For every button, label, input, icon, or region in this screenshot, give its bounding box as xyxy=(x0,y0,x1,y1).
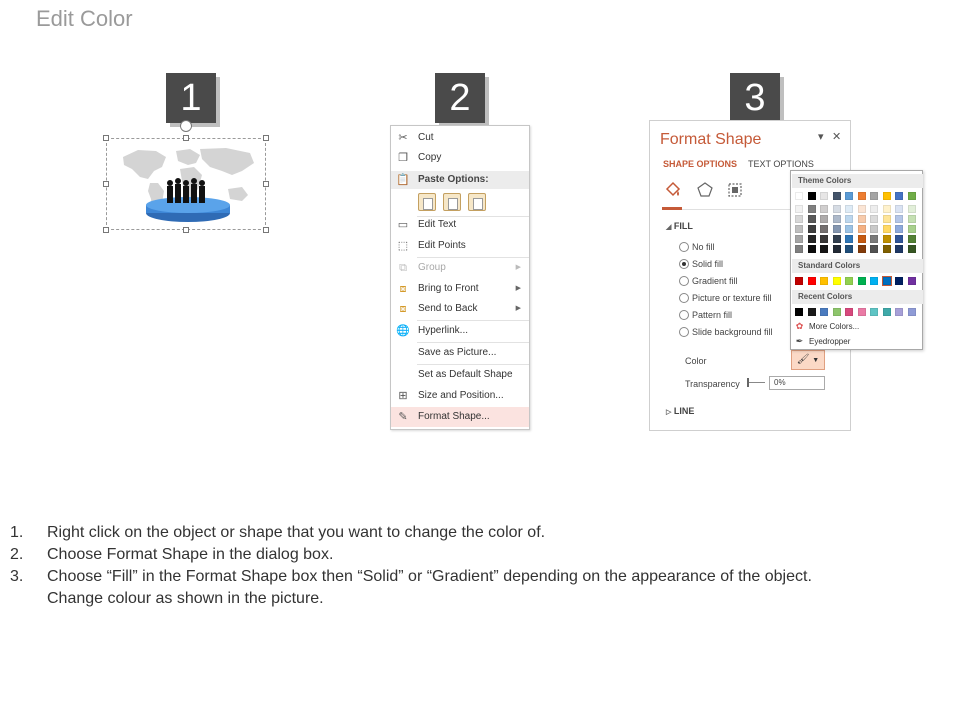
radio-pattern-fill[interactable]: Pattern fill xyxy=(679,309,789,321)
theme-shade-swatch[interactable] xyxy=(808,235,816,243)
collapse-arrow-icon: ◢ xyxy=(666,224,672,231)
instruction-item: 1. Right click on the object or shape that you want to change the color of. xyxy=(10,524,546,541)
resize-handle-sw[interactable] xyxy=(103,227,109,233)
theme-shade-swatch[interactable] xyxy=(883,245,891,253)
radio-gradient-fill[interactable]: Gradient fill xyxy=(679,275,789,287)
menu-item-edit-text[interactable]: ▭ Edit Text xyxy=(397,219,457,231)
menu-item-group: ⧉ Group ▶ xyxy=(391,258,529,278)
paste-use-destination-theme-icon[interactable] xyxy=(418,193,436,211)
theme-shade-swatch[interactable] xyxy=(820,245,828,253)
radio-picture-texture-fill[interactable]: Picture or texture fill xyxy=(679,292,789,304)
theme-shade-swatch[interactable] xyxy=(858,215,866,223)
recent-color-swatch[interactable] xyxy=(870,308,878,316)
tab-text-options[interactable]: TEXT OPTIONS xyxy=(748,159,814,169)
recent-colors-header: Recent Colors xyxy=(792,290,923,304)
theme-shade-swatch[interactable] xyxy=(795,225,803,233)
tab-shape-options[interactable]: SHAPE OPTIONS xyxy=(663,159,738,169)
theme-shade-swatch[interactable] xyxy=(908,215,916,223)
fill-color-button[interactable] xyxy=(791,350,825,370)
format-shape-icon: ✎ xyxy=(398,411,408,423)
scissors-icon: ✂ xyxy=(398,132,408,144)
recent-color-swatch[interactable] xyxy=(908,308,916,316)
theme-color-swatch[interactable] xyxy=(808,192,816,200)
theme-shade-swatch[interactable] xyxy=(845,235,853,243)
standard-color-swatch[interactable] xyxy=(795,277,803,285)
hyperlink-icon: 🌐 xyxy=(396,325,410,337)
theme-shade-swatch[interactable] xyxy=(833,235,841,243)
active-tab-indicator xyxy=(662,207,682,210)
clipboard-icon: 📋 xyxy=(396,174,410,186)
theme-shade-swatch[interactable] xyxy=(820,215,828,223)
recent-color-swatch[interactable] xyxy=(795,308,803,316)
paint-bucket-icon: 🖌 xyxy=(796,354,810,365)
theme-colors-header: Theme Colors xyxy=(792,174,923,188)
more-colors-link[interactable]: More Colors... xyxy=(809,322,860,331)
theme-color-swatch[interactable] xyxy=(908,192,916,200)
theme-shade-swatch[interactable] xyxy=(845,245,853,253)
menu-item-set-default-shape[interactable]: Set as Default Shape xyxy=(418,369,513,380)
theme-shade-swatch[interactable] xyxy=(808,205,816,213)
theme-shade-swatch[interactable] xyxy=(883,215,891,223)
menu-item-bring-to-front[interactable]: ⧈ Bring to Front ▶ xyxy=(391,279,529,299)
resize-handle-ne[interactable] xyxy=(263,135,269,141)
theme-shade-swatch[interactable] xyxy=(808,245,816,253)
eyedropper-link[interactable]: Eyedropper xyxy=(809,337,851,346)
menu-item-hyperlink[interactable]: 🌐 Hyperlink... xyxy=(396,325,469,337)
effects-icon[interactable] xyxy=(696,181,714,199)
step-1-badge: 1 xyxy=(166,73,216,123)
eyedropper-icon: ✒ xyxy=(795,336,804,346)
recent-color-swatch[interactable] xyxy=(845,308,853,316)
recent-color-swatch[interactable] xyxy=(820,308,828,316)
theme-shade-swatch[interactable] xyxy=(858,225,866,233)
transparency-input[interactable]: 0% xyxy=(769,376,825,390)
standard-colors-header: Standard Colors xyxy=(792,259,923,273)
theme-shade-swatch[interactable] xyxy=(870,205,878,213)
menu-item-copy[interactable]: ❐ Copy xyxy=(391,148,529,168)
theme-color-swatch[interactable] xyxy=(845,192,853,200)
theme-shade-swatch[interactable] xyxy=(895,215,903,223)
theme-shade-swatch[interactable] xyxy=(808,225,816,233)
submenu-arrow-icon: ▶ xyxy=(515,264,521,271)
close-icon[interactable]: ✕ xyxy=(832,131,842,143)
theme-shade-swatch[interactable] xyxy=(895,235,903,243)
theme-color-swatch[interactable] xyxy=(858,192,866,200)
theme-shade-swatch[interactable] xyxy=(795,235,803,243)
theme-shade-swatch[interactable] xyxy=(808,215,816,223)
resize-handle-e[interactable] xyxy=(263,181,269,187)
standard-color-swatch[interactable] xyxy=(833,277,841,285)
theme-shade-swatch[interactable] xyxy=(795,215,803,223)
resize-handle-se[interactable] xyxy=(263,227,269,233)
copy-icon: ❐ xyxy=(398,152,408,164)
theme-shade-swatch[interactable] xyxy=(795,205,803,213)
menu-item-cut[interactable]: ✂ Cut xyxy=(391,128,529,148)
recent-color-swatch[interactable] xyxy=(833,308,841,316)
world-map-people-graphic xyxy=(118,145,258,230)
transparency-slider-track[interactable] xyxy=(747,382,765,383)
theme-shade-swatch[interactable] xyxy=(895,225,903,233)
theme-shade-swatch[interactable] xyxy=(858,235,866,243)
resize-handle-n[interactable] xyxy=(183,135,189,141)
theme-shade-swatch[interactable] xyxy=(883,205,891,213)
theme-shade-swatch[interactable] xyxy=(858,245,866,253)
theme-shade-swatch[interactable] xyxy=(870,225,878,233)
paste-picture-icon[interactable] xyxy=(468,193,486,211)
transparency-slider-handle[interactable] xyxy=(747,378,749,387)
theme-shade-swatch[interactable] xyxy=(845,225,853,233)
menu-item-save-as-picture[interactable]: Save as Picture... xyxy=(418,347,497,358)
menu-item-send-to-back[interactable]: ⧈ Send to Back ▶ xyxy=(391,299,529,319)
line-section-header[interactable]: ▷ LINE xyxy=(666,406,695,416)
dropdown-arrow-icon: ▼ xyxy=(812,357,820,364)
expand-arrow-icon: ▷ xyxy=(666,409,672,416)
radio-solid-fill[interactable]: Solid fill xyxy=(679,258,789,270)
theme-shade-swatch[interactable] xyxy=(895,205,903,213)
context-menu xyxy=(390,125,530,430)
theme-shade-swatch[interactable] xyxy=(883,235,891,243)
transparency-label: Transparency xyxy=(685,379,740,389)
instruction-item: 2. Choose Format Shape in the dialog box. xyxy=(10,546,334,563)
color-label: Color xyxy=(685,356,707,366)
paste-keep-source-format-icon[interactable] xyxy=(443,193,461,211)
theme-shade-swatch[interactable] xyxy=(845,205,853,213)
theme-shade-swatch[interactable] xyxy=(820,225,828,233)
theme-shade-swatch[interactable] xyxy=(908,225,916,233)
theme-color-swatch[interactable] xyxy=(883,192,891,200)
theme-shade-swatch[interactable] xyxy=(795,245,803,253)
submenu-arrow-icon: ▶ xyxy=(515,305,521,312)
pane-options-dropdown-icon[interactable]: ▾ xyxy=(818,131,824,143)
theme-color-swatch[interactable] xyxy=(870,192,878,200)
theme-shade-swatch[interactable] xyxy=(870,235,878,243)
theme-shade-swatch[interactable] xyxy=(883,225,891,233)
send-to-back-icon: ⧈ xyxy=(399,303,407,315)
recent-color-swatch[interactable] xyxy=(808,308,816,316)
theme-color-swatch[interactable] xyxy=(795,192,803,200)
group-icon: ⧉ xyxy=(399,262,407,274)
recent-color-swatch[interactable] xyxy=(895,308,903,316)
recent-color-swatch[interactable] xyxy=(883,308,891,316)
theme-shade-swatch[interactable] xyxy=(833,225,841,233)
theme-shade-swatch[interactable] xyxy=(833,205,841,213)
submenu-arrow-icon: ▶ xyxy=(515,285,521,292)
bring-to-front-icon: ⧈ xyxy=(399,283,407,295)
theme-color-swatch[interactable] xyxy=(833,192,841,200)
step-3-badge: 3 xyxy=(730,73,780,123)
recent-color-swatch[interactable] xyxy=(858,308,866,316)
theme-shade-swatch[interactable] xyxy=(908,235,916,243)
color-wheel-icon: ✿ xyxy=(795,321,804,331)
theme-shade-swatch[interactable] xyxy=(895,245,903,253)
resize-handle-nw[interactable] xyxy=(103,135,109,141)
standard-color-swatch[interactable] xyxy=(870,277,878,285)
pane-title: Format Shape xyxy=(660,131,762,148)
theme-shade-swatch[interactable] xyxy=(908,245,916,253)
theme-shade-swatch[interactable] xyxy=(870,215,878,223)
size-position-icon: ⊞ xyxy=(398,390,408,402)
theme-shade-swatch[interactable] xyxy=(845,215,853,223)
standard-color-swatch[interactable] xyxy=(908,277,916,285)
instructions-list xyxy=(10,522,950,610)
resize-handle-w[interactable] xyxy=(103,181,109,187)
theme-color-swatch[interactable] xyxy=(820,192,828,200)
step-2-badge: 2 xyxy=(435,73,485,123)
edit-points-icon: ⬚ xyxy=(397,240,409,252)
paste-options-header: 📋 Paste Options: xyxy=(391,171,529,189)
standard-color-swatch[interactable] xyxy=(808,277,816,285)
theme-shade-swatch[interactable] xyxy=(858,205,866,213)
size-properties-icon[interactable] xyxy=(726,181,744,199)
menu-item-size-position[interactable]: ⊞ Size and Position... xyxy=(391,386,529,406)
standard-color-swatch[interactable] xyxy=(820,277,828,285)
menu-item-edit-points[interactable]: ⬚ Edit Points xyxy=(397,240,466,252)
standard-color-swatch[interactable] xyxy=(883,277,891,285)
theme-shade-swatch[interactable] xyxy=(908,205,916,213)
theme-shade-swatch[interactable] xyxy=(870,245,878,253)
theme-color-swatch[interactable] xyxy=(895,192,903,200)
standard-color-swatch[interactable] xyxy=(895,277,903,285)
text-box-icon: ▭ xyxy=(397,219,409,231)
standard-color-swatch[interactable] xyxy=(845,277,853,285)
standard-color-swatch[interactable] xyxy=(858,277,866,285)
radio-no-fill[interactable]: No fill xyxy=(679,241,789,253)
fill-line-icon[interactable] xyxy=(664,181,682,199)
color-picker-dropdown xyxy=(790,170,923,350)
theme-shade-swatch[interactable] xyxy=(820,205,828,213)
instruction-item: 3. Choose “Fill” in the Format Shape box then “Solid” or “Gradient” depending on the appearance of the object. xyxy=(10,568,812,585)
theme-shade-swatch[interactable] xyxy=(833,215,841,223)
fill-section-header[interactable]: ◢ FILL xyxy=(666,221,693,231)
radio-slide-background-fill[interactable]: Slide background fill xyxy=(679,326,789,338)
theme-shade-swatch[interactable] xyxy=(833,245,841,253)
theme-shade-swatch[interactable] xyxy=(820,235,828,243)
menu-item-format-shape[interactable]: ✎ Format Shape... xyxy=(391,407,529,427)
rotate-handle[interactable] xyxy=(180,120,192,132)
instruction-item: Change colour as shown in the picture. xyxy=(47,590,324,607)
slide-title: Edit Color xyxy=(36,6,133,31)
